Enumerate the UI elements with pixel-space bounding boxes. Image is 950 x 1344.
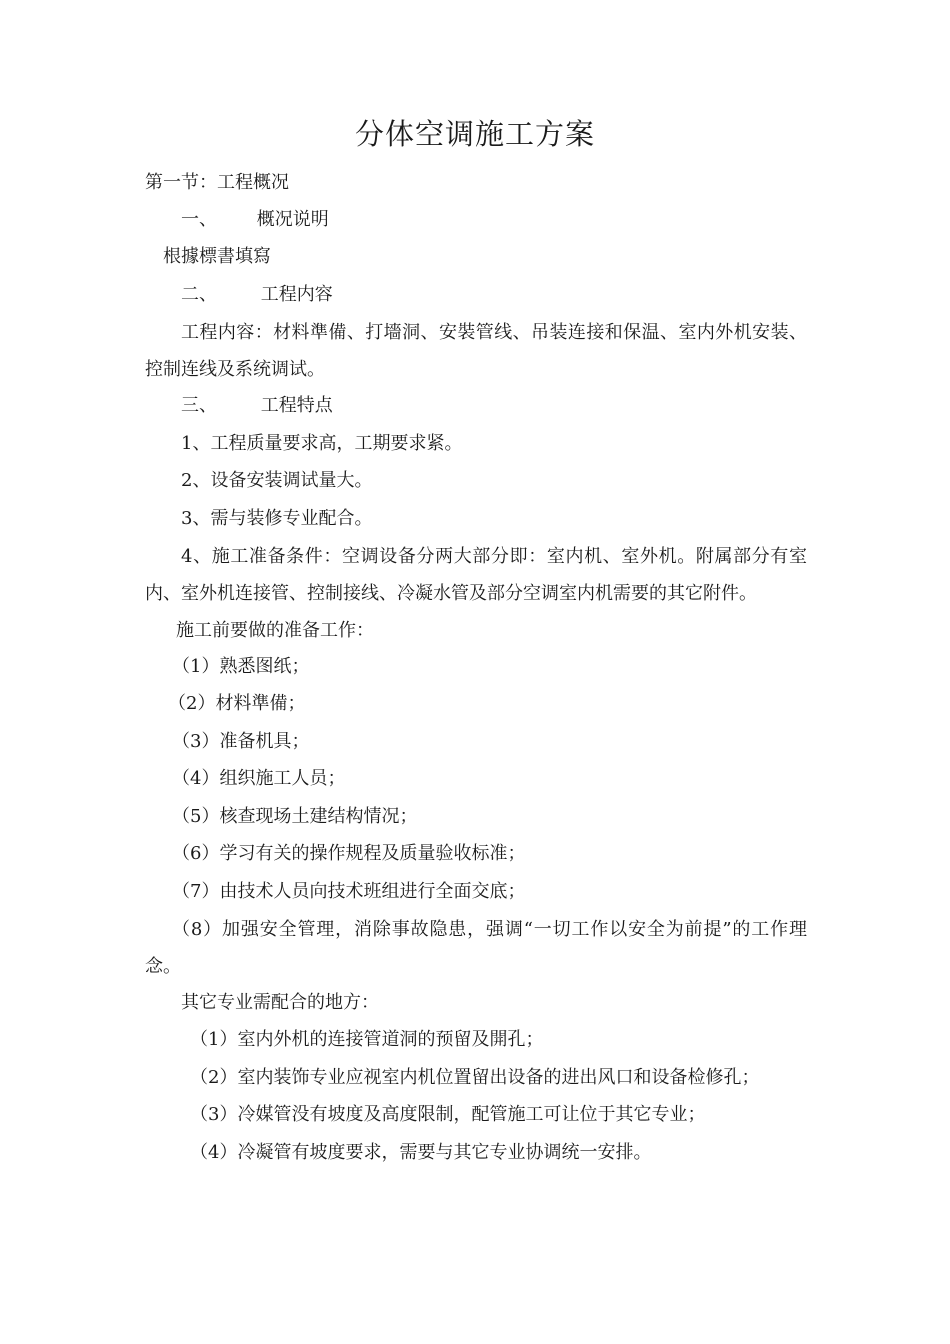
subheading-2-text: 工程内容 [260,284,333,305]
section-heading: 第一节：工程概况 [145,172,289,193]
prep-title: 施工前要做的准备工作： [176,620,374,641]
feature-item-4: 4、施工准备条件：空调设备分两大部分即：室内机、室外机。附属部分有室内、室外机连接管、控制接线、冷凝水管及部分空调室内机需要的其它附件。 [145,546,807,604]
subheading-3-text: 工程特点 [260,395,333,416]
prep-item-4: （4）组织施工人员； [172,768,346,789]
subheading-2 [181,283,333,307]
document-title: 分体空调施工方案 [354,117,595,151]
prep-item-5: （5）核查现场土建结构情况； [172,806,418,827]
prep-item-7: （7）由技术人员向技术班组进行全面交底； [172,881,526,902]
feature-item-2: 2、设备安装调试量大。 [181,470,373,491]
subheading-2-number: 二、 [181,284,217,305]
subheading-3 [181,394,333,418]
coop-item-3: （3）冷媒管没有坡度及高度限制，配管施工可让位于其它专业； [190,1104,706,1125]
subheading-1-number: 一、 [181,209,217,230]
coop-title: 其它专业需配合的地方： [181,992,379,1013]
feature-item-1: 1、工程质量要求高，工期要求紧。 [181,433,463,454]
feature-item-3: 3、需与装修专业配合。 [181,508,373,529]
prep-item-1: （1）熟悉图纸； [172,656,310,677]
coop-item-1: （1）室内外机的连接管道洞的预留及開孔； [190,1029,544,1050]
prep-item-6: （6）学习有关的操作规程及质量验收标准； [172,843,526,864]
content-paragraph: 工程内容：材料準備、打墻洞、安裝管线、吊装连接和保温、室内外机安装、控制连线及系统调试。 [145,322,807,380]
coop-item-4: （4）冷凝管有坡度要求，需要与其它专业协调统一安排。 [190,1142,652,1163]
prep-item-2: （2）材料準備； [168,693,306,714]
coop-item-2: （2）室内装饰专业应视室内机位置留出设备的进出风口和设备检修孔； [190,1067,760,1088]
overview-note: 根據標書填寫 [163,246,271,267]
subheading-1-text: 概况说明 [256,209,329,230]
prep-item-8: （8）加强安全管理，消除事故隐患，强调“一切工作以安全为前提”的工作理念。 [145,919,807,977]
subheading-1 [181,208,329,232]
subheading-3-number: 三、 [181,395,217,416]
prep-item-3: （3）准备机具； [172,731,310,752]
